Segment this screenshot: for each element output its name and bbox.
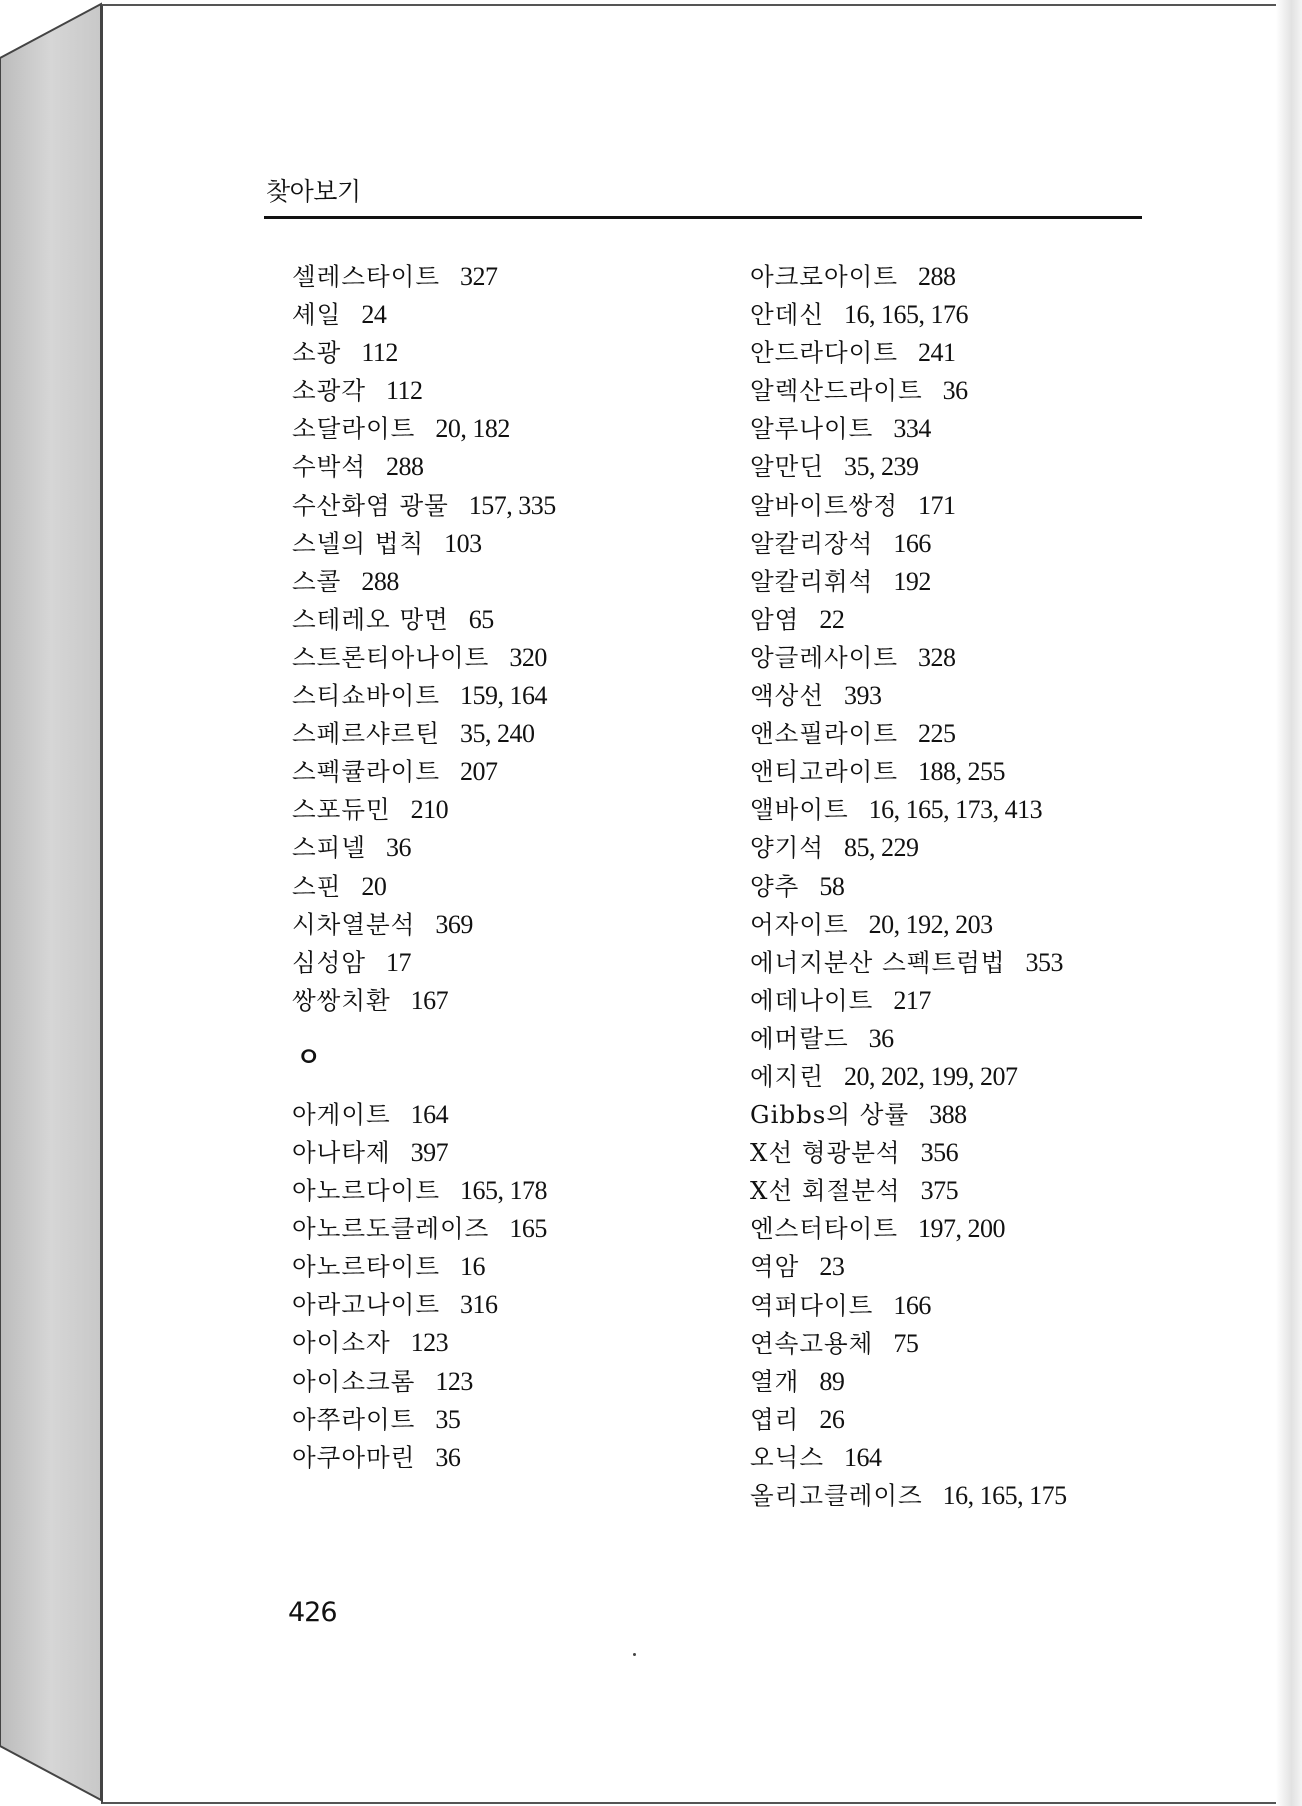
index-entry (292, 868, 722, 906)
index-entry (292, 906, 722, 944)
index-entry (292, 1286, 722, 1324)
index-term: 알루나이트 (750, 414, 874, 444)
index-term: 에데나이트 (750, 985, 874, 1015)
index-pages: 192 (893, 566, 931, 596)
index-term: 스콜 (292, 566, 342, 596)
index-list-right (750, 258, 1180, 1515)
index-pages: 20, 192, 203 (868, 909, 993, 939)
index-pages: 24 (361, 300, 387, 330)
index-pages: 207 (460, 757, 498, 787)
index-term: 아게이트 (292, 1099, 391, 1129)
index-term: 암염 (750, 604, 800, 634)
index-entry (292, 1324, 722, 1362)
index-term: 소달라이트 (292, 414, 416, 444)
index-entry (750, 829, 1180, 867)
index-entry (292, 334, 722, 372)
index-entry (750, 1058, 1180, 1096)
index-term: Gibbs의 상률 (750, 1100, 910, 1130)
index-pages: 16, 165, 173, 413 (868, 795, 1043, 825)
index-term: 스넬의 법칙 (292, 528, 425, 558)
index-term: 엔스터타이트 (750, 1214, 899, 1244)
index-column-left (292, 258, 722, 1477)
index-pages: 241 (918, 338, 956, 368)
index-pages: 16 (460, 1252, 486, 1282)
index-entry (750, 296, 1180, 334)
index-term: 셰일 (292, 300, 342, 330)
index-term: 어자이트 (750, 909, 849, 939)
index-term: 앨바이트 (750, 795, 849, 825)
index-entry (750, 258, 1180, 296)
index-entry (750, 982, 1180, 1020)
index-pages: 334 (893, 414, 931, 444)
index-pages: 17 (386, 947, 412, 977)
section-letter-o: ㅇ (296, 1042, 322, 1073)
index-term: 알만딘 (750, 452, 825, 482)
index-entry (750, 1096, 1180, 1134)
index-pages: 288 (386, 452, 424, 482)
index-entry (750, 601, 1180, 639)
index-pages: 20, 182 (435, 414, 510, 444)
index-entry (292, 296, 722, 334)
index-term: 스피넬 (292, 833, 367, 863)
index-entry (750, 1477, 1180, 1515)
index-term: 아노르도클레이즈 (292, 1214, 490, 1244)
index-pages: 397 (410, 1137, 449, 1167)
index-pages: 166 (893, 528, 931, 558)
index-term: 스티쇼바이트 (292, 681, 441, 711)
index-term: 수산화염 광물 (292, 490, 449, 520)
index-term: 소광 (292, 338, 342, 368)
index-pages: 167 (410, 985, 449, 1015)
page-number: 426 (288, 1597, 337, 1628)
index-term: 아나타제 (292, 1137, 391, 1167)
index-pages: 197, 200 (918, 1214, 1006, 1244)
index-entry (292, 791, 722, 829)
index-list-s (292, 258, 722, 1020)
index-entry (292, 448, 722, 486)
index-pages: 103 (444, 528, 482, 558)
index-term: 안드라다이트 (750, 338, 899, 368)
index-term: 수박석 (292, 452, 367, 482)
index-term: 오닉스 (750, 1442, 825, 1472)
index-term: 알칼리휘석 (750, 566, 874, 596)
index-term: 안데신 (750, 300, 825, 330)
index-pages: 375 (920, 1176, 959, 1206)
index-entry (750, 791, 1180, 829)
index-pages: 165 (509, 1214, 547, 1244)
index-entry (292, 1172, 722, 1210)
index-entry (750, 1210, 1180, 1248)
index-entry (750, 677, 1180, 715)
index-pages: 393 (844, 681, 882, 711)
index-entry (750, 487, 1180, 525)
index-pages: 36 (868, 1023, 894, 1053)
index-pages: 36 (942, 376, 968, 406)
index-pages: 159, 164 (460, 681, 548, 711)
print-speck (633, 1653, 636, 1656)
index-column-right (750, 258, 1180, 1515)
index-pages: 26 (819, 1404, 845, 1434)
index-entry (750, 1020, 1180, 1058)
index-entry (750, 1325, 1180, 1363)
index-entry (292, 829, 722, 867)
index-list-o (292, 1096, 722, 1477)
index-entry (292, 715, 722, 753)
index-entry (292, 525, 722, 563)
index-entry (750, 753, 1180, 791)
index-entry (750, 1439, 1180, 1477)
index-term: 아이소자 (292, 1328, 391, 1358)
index-pages: 36 (435, 1442, 461, 1472)
index-entry (750, 448, 1180, 486)
index-pages: 188, 255 (918, 757, 1006, 787)
index-entry (292, 1363, 722, 1401)
index-pages: 35 (435, 1404, 461, 1434)
index-pages: 112 (386, 376, 423, 406)
index-term: 열개 (750, 1366, 800, 1396)
index-entry (750, 906, 1180, 944)
index-term: 스핀 (292, 871, 342, 901)
index-pages: 353 (1025, 947, 1063, 977)
index-pages: 35, 240 (460, 719, 535, 749)
index-term: 심성암 (292, 947, 367, 977)
index-term: X선 형광분석 (750, 1138, 901, 1168)
index-term: 에너지분산 스펙트럼법 (750, 947, 1006, 977)
index-pages: 22 (819, 604, 845, 634)
index-term: 에지린 (750, 1061, 825, 1091)
book-spine (0, 0, 105, 1806)
index-entry (750, 410, 1180, 448)
index-pages: 164 (410, 1099, 449, 1129)
index-entry (750, 1363, 1180, 1401)
index-pages: 217 (893, 985, 931, 1015)
index-entry (292, 1248, 722, 1286)
index-entry (750, 525, 1180, 563)
index-entry (750, 372, 1180, 410)
index-pages: 36 (386, 833, 412, 863)
index-term: 시차열분석 (292, 909, 416, 939)
index-entry (292, 677, 722, 715)
index-pages: 320 (509, 642, 547, 672)
index-pages: 157, 335 (468, 490, 556, 520)
index-term: 알칼리장석 (750, 528, 874, 558)
index-pages: 225 (918, 719, 956, 749)
index-pages: 85, 229 (844, 833, 919, 863)
index-entry (292, 1401, 722, 1439)
index-entry (750, 639, 1180, 677)
index-term: 쌍쌍치환 (292, 985, 391, 1015)
index-term: 역암 (750, 1252, 800, 1282)
index-term: 양추 (750, 871, 800, 901)
index-pages: 356 (920, 1138, 959, 1168)
index-pages: 75 (893, 1328, 919, 1358)
index-pages: 288 (361, 566, 399, 596)
index-pages: 123 (410, 1328, 449, 1358)
index-entry (750, 1248, 1180, 1286)
index-term: 알바이트쌍정 (750, 490, 899, 520)
index-term: 스테레오 망면 (292, 604, 449, 634)
index-pages: 288 (918, 262, 956, 291)
index-pages: 16, 165, 175 (942, 1481, 1067, 1510)
header-rule (264, 216, 1142, 219)
index-term: 아쿠아마린 (292, 1442, 416, 1472)
index-term: 앙글레사이트 (750, 642, 899, 672)
index-entry (292, 982, 722, 1020)
index-pages: 165, 178 (460, 1176, 548, 1206)
index-pages: 388 (929, 1100, 967, 1130)
index-entry (292, 372, 722, 410)
index-pages: 210 (410, 795, 449, 825)
page-edge-shadow (1276, 0, 1302, 1806)
index-entry (292, 944, 722, 982)
index-pages: 89 (819, 1366, 845, 1396)
index-term: 소광각 (292, 376, 367, 406)
index-term: 연속고용체 (750, 1328, 874, 1358)
index-term: 앤소필라이트 (750, 719, 899, 749)
index-entry (292, 258, 722, 296)
index-entry (750, 715, 1180, 753)
index-term: 스트론티아나이트 (292, 642, 490, 672)
index-entry (292, 487, 722, 525)
index-entry (292, 410, 722, 448)
index-term: 스펙큘라이트 (292, 757, 441, 787)
index-entry (292, 1134, 722, 1172)
index-term: 역퍼다이트 (750, 1290, 874, 1320)
index-term: 셀레스타이트 (292, 262, 441, 291)
index-term: 알렉산드라이트 (750, 376, 923, 406)
index-entry (292, 639, 722, 677)
index-pages: 112 (361, 338, 398, 368)
index-pages: 328 (918, 642, 956, 672)
index-pages: 35, 239 (844, 452, 919, 482)
index-term: 아라고나이트 (292, 1290, 441, 1320)
index-term: 스페르샤르틴 (292, 719, 441, 749)
index-entry (750, 1172, 1180, 1210)
index-pages: 327 (460, 262, 498, 291)
index-pages: 123 (435, 1366, 473, 1396)
index-pages: 23 (819, 1252, 845, 1282)
index-pages: 164 (844, 1442, 882, 1472)
index-entry (292, 1096, 722, 1134)
index-entry (750, 1134, 1180, 1172)
index-term: 아크로아이트 (750, 262, 899, 291)
index-term: 에머랄드 (750, 1023, 849, 1053)
index-term: 아이소크롬 (292, 1366, 416, 1396)
index-pages: 171 (918, 490, 956, 520)
index-pages: 20, 202, 199, 207 (844, 1061, 1018, 1091)
index-pages: 16, 165, 176 (844, 300, 969, 330)
index-term: 앤티고라이트 (750, 757, 899, 787)
index-term: 액상선 (750, 681, 825, 711)
index-pages: 166 (893, 1290, 931, 1320)
index-entry (750, 563, 1180, 601)
index-entry (292, 753, 722, 791)
index-entry (292, 1439, 722, 1477)
index-entry (750, 334, 1180, 372)
index-pages: 369 (435, 909, 473, 939)
index-entry (750, 868, 1180, 906)
index-term: 올리고클레이즈 (750, 1481, 923, 1510)
index-term: 스포듀민 (292, 795, 391, 825)
index-pages: 20 (361, 871, 387, 901)
index-entry (750, 1287, 1180, 1325)
index-term: 아노르다이트 (292, 1176, 441, 1206)
index-term: 양기석 (750, 833, 825, 863)
index-entry (292, 563, 722, 601)
index-entry (750, 944, 1180, 982)
index-term: 아쭈라이트 (292, 1404, 416, 1434)
page-header-title: 찾아보기 (266, 177, 361, 206)
index-entry (292, 1210, 722, 1248)
index-entry (292, 601, 722, 639)
index-term: 아노르타이트 (292, 1252, 441, 1282)
index-entry (750, 1401, 1180, 1439)
index-term: X선 회절분석 (750, 1176, 901, 1206)
index-term: 엽리 (750, 1404, 800, 1434)
index-pages: 58 (819, 871, 845, 901)
index-pages: 316 (460, 1290, 498, 1320)
index-pages: 65 (468, 604, 494, 634)
